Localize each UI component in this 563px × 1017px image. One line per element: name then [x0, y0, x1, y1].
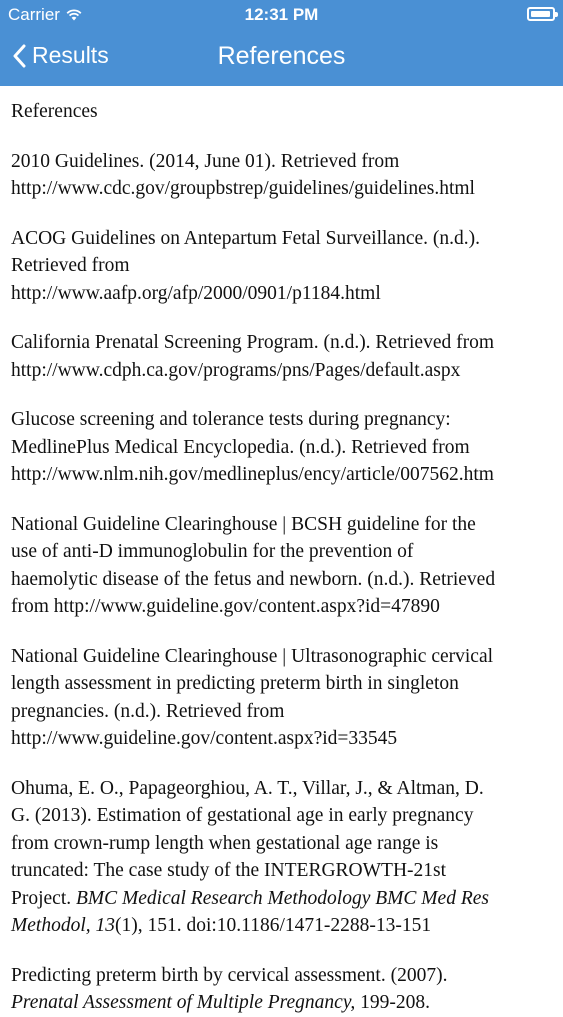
reference-line: G. (2013). Estimation of gestational age in early pregnancy: [11, 805, 474, 826]
reference-text: 199-208.: [355, 992, 431, 1013]
reference-line: from crown-rump length when gestational age range is: [11, 832, 439, 854]
reference-text: (1), 151. doi:10.1186/1471-2288-13-151: [114, 915, 432, 936]
reference-line: truncated: The case study of the INTERGROWTH-21st: [11, 860, 447, 881]
reference-line: length assessment in predicting preterm birth in singleton: [11, 673, 459, 694]
carrier-label: Carrier: [8, 5, 60, 24]
reference-line: [11, 989, 551, 1017]
reference-line: National Guideline Clearinghouse | Ultrasonographic cervical: [11, 645, 494, 667]
reference-link[interactable]: http://www.cdph.ca.gov/programs/pns/Pages/default.aspx: [11, 359, 461, 381]
reference-line: Predicting preterm birth by cervical assessment. (2007).: [11, 964, 448, 986]
reference-item: [11, 643, 551, 753]
reference-line: Ohuma, E. O., Papageorghiou, A. T., Villar, J., & Altman, D.: [11, 777, 484, 799]
book-title: Prenatal Assessment of Multiple Pregnancy,: [11, 992, 356, 1013]
reference-line: use of anti-D immunoglobulin for the prevention of: [11, 541, 414, 562]
reference-line: Retrieved from: [11, 255, 130, 276]
reference-link[interactable]: http://www.aafp.org/afp/2000/0901/p1184.html: [11, 282, 381, 304]
reference-line: [11, 912, 551, 940]
navigation-bar: [0, 30, 563, 86]
reference-item: [11, 225, 551, 308]
reference-link[interactable]: http://www.cdc.gov/groupbstrep/guidelines/guidelines.html: [11, 178, 475, 199]
reference-link[interactable]: http://www.nlm.nih.gov/medlineplus/ency/article/007562.htm: [11, 464, 494, 485]
reference-line: haemolytic disease of the fetus and newborn. (n.d.). Retrieved: [11, 568, 496, 590]
references-heading: References: [11, 101, 98, 122]
journal-volume: Methodol, 13: [11, 915, 115, 936]
journal-title: BMC Medical Research Methodology BMC Med Res: [75, 887, 489, 909]
reference-link[interactable]: http://www.guideline.gov/content.aspx?id=33545: [11, 728, 398, 749]
reference-item: [11, 962, 551, 1017]
page-title: References: [217, 42, 346, 70]
reference-item: [11, 148, 551, 203]
reference-line: ACOG Guidelines on Antepartum Fetal Surveillance. (n.d.).: [11, 227, 480, 249]
reference-line: Glucose screening and tolerance tests during pregnancy:: [11, 409, 451, 430]
reference-line: California Prenatal Screening Program. (n.d.). Retrieved from: [11, 332, 495, 353]
reference-item: [11, 406, 551, 489]
references-content[interactable]: [0, 86, 563, 1017]
reference-item: [11, 329, 551, 384]
status-time: 12:31 PM: [244, 5, 319, 24]
status-bar: [0, 0, 563, 30]
reference-item: [11, 775, 551, 940]
reference-line: National Guideline Clearinghouse | BCSH guideline for the: [11, 513, 476, 535]
reference-line: pregnancies. (n.d.). Retrieved from: [11, 700, 285, 722]
reference-line: MedlinePlus Medical Encyclopedia. (n.d.). Retrieved from: [11, 436, 470, 458]
reference-link[interactable]: from http://www.guideline.gov/content.aspx?id=47890: [11, 596, 440, 617]
reference-text: Project.: [11, 887, 76, 909]
reference-line: [11, 885, 551, 913]
battery-icon: [527, 7, 555, 21]
reference-item: [11, 511, 551, 621]
reference-line: 2010 Guidelines. (2014, June 01). Retrieved from: [11, 150, 400, 172]
back-button-label: Results: [32, 42, 109, 68]
